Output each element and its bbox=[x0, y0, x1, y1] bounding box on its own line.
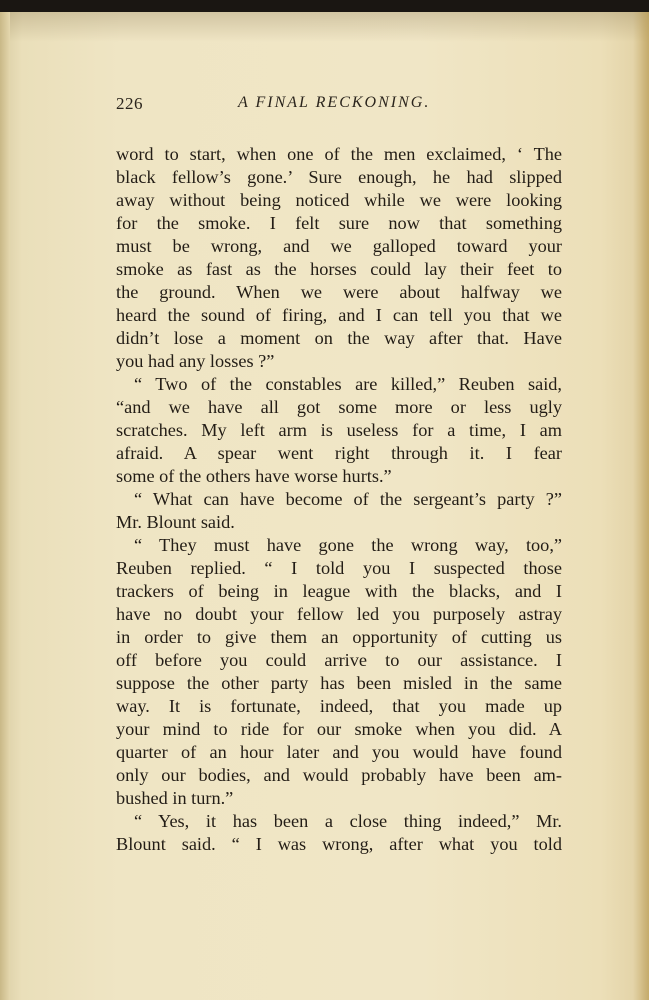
text-line: bushed in turn.” bbox=[116, 788, 234, 808]
text-line: “ Two of the constables are killed,” Reuben said, bbox=[134, 374, 562, 394]
text-line: black fellow’s gone.’ Sure enough, he had slipped bbox=[116, 167, 562, 187]
text-line: quarter of an hour later and you would have found bbox=[116, 742, 562, 762]
text-line: didn’t lose a moment on the way after that. Have bbox=[116, 328, 562, 348]
text-line: have no doubt your fellow led you purposely astray bbox=[116, 604, 562, 624]
text-line: smoke as fast as the horses could lay their feet to bbox=[116, 259, 562, 279]
text-line: “ They must have gone the wrong way, too,” bbox=[134, 535, 562, 555]
text-line: suppose the other party has been misled in the same bbox=[116, 673, 562, 693]
text-line: “and we have all got some more or less ugly bbox=[116, 397, 562, 417]
page-number: 226 bbox=[116, 94, 143, 113]
page-edge bbox=[633, 12, 649, 1000]
text-line: off before you could arrive to our assistance. I bbox=[116, 650, 562, 670]
text-line: Reuben replied. “ I told you I suspected those bbox=[116, 558, 562, 578]
text-line: some of the others have worse hurts.” bbox=[116, 466, 392, 486]
text-line: trackers of being in league with the blacks, and I bbox=[116, 581, 562, 601]
text-line: you had any losses ?” bbox=[116, 351, 275, 371]
text-line: must be wrong, and we galloped toward your bbox=[116, 236, 562, 256]
text-line: heard the sound of firing, and I can tell you that we bbox=[116, 305, 562, 325]
text-line: your mind to ride for our smoke when you did. A bbox=[116, 719, 562, 739]
text-line: in order to give them an opportunity of cutting us bbox=[116, 627, 562, 647]
text-line: way. It is fortunate, indeed, that you made up bbox=[116, 696, 562, 716]
text-line: only our bodies, and would probably have been am- bbox=[116, 765, 562, 785]
text-line: scratches. My left arm is useless for a time, I am bbox=[116, 420, 562, 440]
body-text bbox=[116, 143, 562, 856]
text-line: Blount said. “ I was wrong, after what you told bbox=[116, 834, 562, 854]
text-line: away without being noticed while we were looking bbox=[116, 190, 562, 210]
running-head: A FINAL RECKONING. bbox=[238, 94, 431, 111]
book-page bbox=[0, 12, 649, 1000]
text-line: Mr. Blount said. bbox=[116, 512, 235, 532]
text-line: “ What can have become of the sergeant’s party ?” bbox=[134, 489, 562, 509]
page-header bbox=[116, 94, 562, 118]
page-gutter bbox=[0, 12, 10, 1000]
text-line: afraid. A spear went right through it. I fear bbox=[116, 443, 562, 463]
text-line: for the smoke. I felt sure now that something bbox=[116, 213, 562, 233]
text-line: word to start, when one of the men exclaimed, ‘ The bbox=[116, 144, 562, 164]
text-line: the ground. When we were about halfway we bbox=[116, 282, 562, 302]
text-line: “ Yes, it has been a close thing indeed,” Mr. bbox=[134, 811, 562, 831]
